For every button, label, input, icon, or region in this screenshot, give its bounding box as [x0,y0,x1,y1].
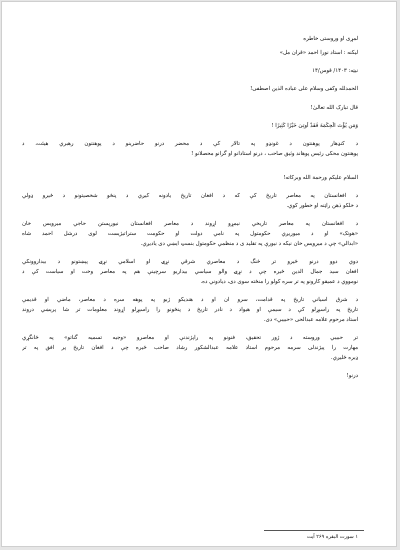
paragraph-line: د خلکو ذهن راټنه او خطور کوي. [286,202,358,209]
paragraph-1 [22,192,358,212]
salam-line: السلام علیکم ورحمة الله وبرکاته! [283,174,358,181]
author-line: لیکنه : استاد نورا احمد «قران مل» [279,49,358,56]
document-page [1,1,397,547]
paragraph-line: دوي دوو درنو ځیرو تر څنگ د معاصري شرقي نړۍ او اسلامي نړۍ پېښتونو د بیداروونکي [22,259,358,266]
paragraph-line: ډیره ځلیږي. [330,354,358,361]
paragraph-line: د افغانستان په معاصر تاریخ کې که د افغان تاریخ یادونه کیږي د پنځو شخصیتونو د ځیرو ډولي [22,193,358,200]
document-title: لمړی او وروستی خاطره [303,36,358,42]
footnote-divider [264,530,364,531]
paragraph-line: «هوتک» او د میوریږي حکومتول په نامي دولت او حکومت ستراتیژیست لوی درشل احمد شاه [22,231,358,238]
paragraph-line: افغان سید جمال الدین ځیره چې د نړۍ والو سیاسي بیداریو سرچینې هم په معاصر وخت او سیاست کې د [22,268,358,275]
paragraph-line: نومووي د عمیقو کارونو په تر سره کولو را منځته سوی دی، دیادوني ده. [200,278,358,285]
paragraph-5 [22,334,358,363]
paragraph-line: د شرق اسیاني تاریخ په قدامت، سرو ان او د هندیکو ژبو په پوهه سره د معاصر، ماضي او قدیمې [22,297,358,304]
paragraph-3 [22,258,358,287]
paragraph-2 [22,220,358,249]
intro-paragraph [22,140,358,160]
paragraph-line: استاد مرحوم علامه عبدالحی «حبیبي» دی. [263,316,358,323]
paragraph-4 [22,296,358,325]
qala-line: قال تبارک الله تعالیٰ! [310,104,358,111]
paragraph-line: تاریخ په راسپړلو کې د سیمې او هیواد د نادر تاریخ د پنځونو را راسپړلو اړوند معلومات تر شا پرېښي دروند [22,306,358,313]
paragraph-line: «ابدالي» چې د میرویس خان نیکه د نیورې په تقلید ی د منظمي حکومتول بنسټ ایښي دی یادیږي. [140,240,358,247]
paragraph-line: مهارت را پیژندلی سرمه مرحوم استاد علامه عبدالشکور رشاد صاحب ځیره چې د افغان تاریخ پر افق په تر [22,344,358,351]
paragraph-line: تر حبیبي وروسته د ژور تحقیق، فنونو په راپژندنې او معاصرو «وجیه تسمیه گناتو» په ځانگړي [22,334,358,341]
document-body [22,35,358,382]
hamd-line: الحمدلله وکفی وسلام علی عباده الذین اصطفی! [250,86,358,93]
paragraph-line: د افغانستان په معاصر تاریخي نیمړو اړوند د معاصر افغانستان نیورپستن حاجي میرویس خان [22,221,358,228]
intro-line: پوهنتون محکی رئیس پوهاند وثیق صاحب ، درنو استادانو او گرانو محصلانو ! [191,151,358,158]
date-line: نیټه: ۱۴۰۳/ قوس/۱۴ [312,68,358,75]
intro-line: د کنډهار پوهنتون د غونډو په تالار کې د محضر درنو حاضرینو د پوهنتون رهبري هیئت، د [22,141,358,148]
ayah-line: وَمَن یُؤْتَ الْحِکْمَةَ فَقَدْ أُوتِیَ خَیْرًا كَثِیرًا ! [271,122,358,129]
footnote: ۱ سورت البقره ۲۶۹ آیت [306,534,358,540]
closing-line: درنو! [346,372,358,379]
